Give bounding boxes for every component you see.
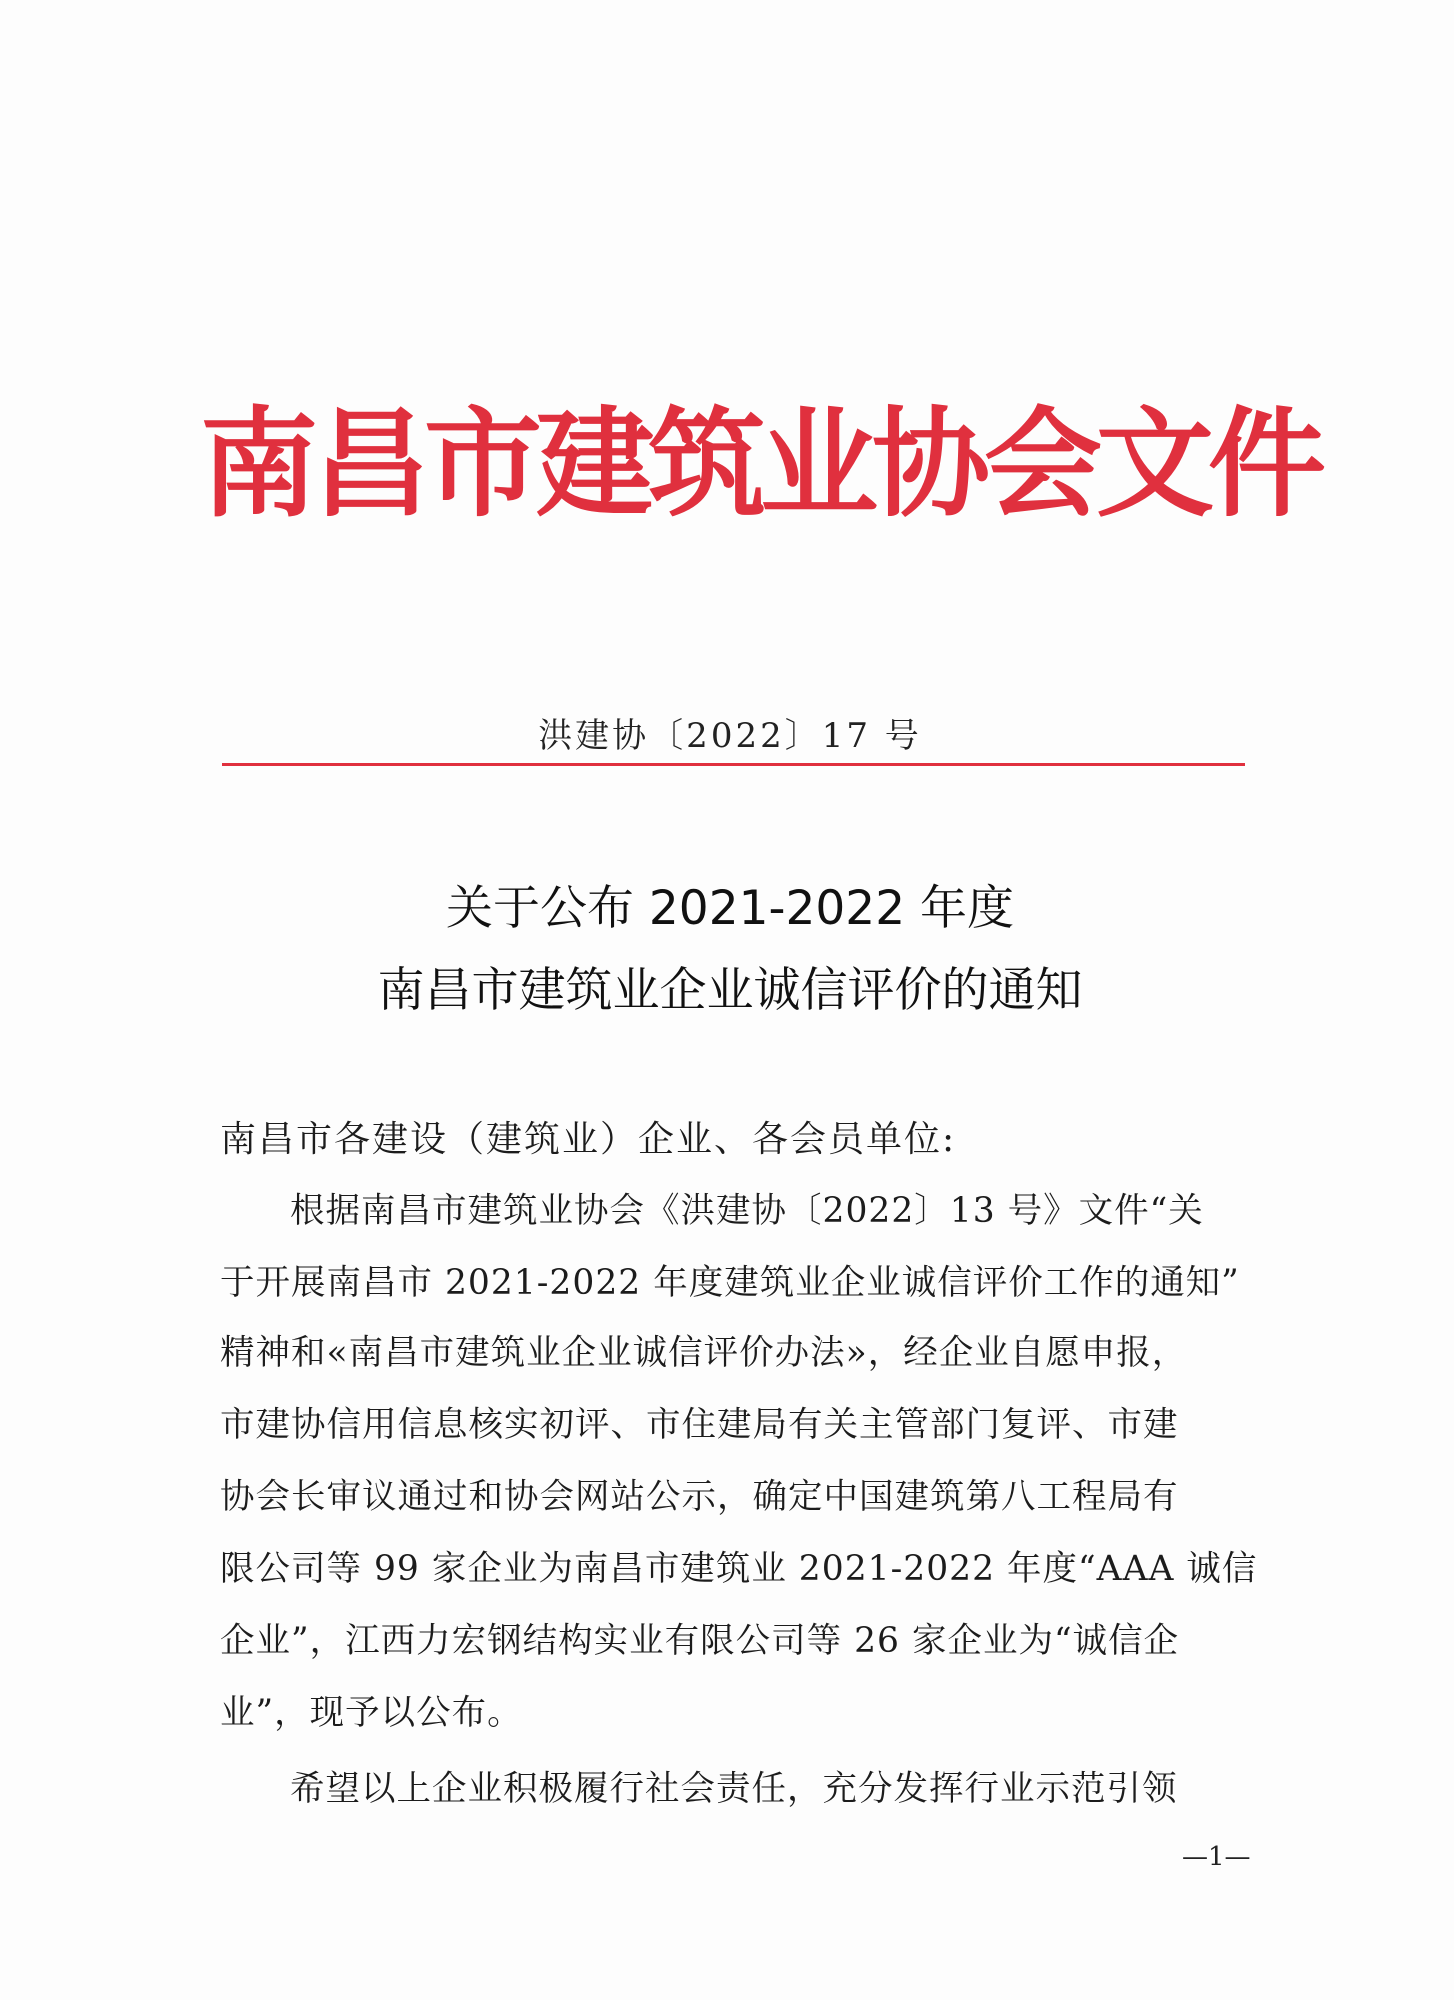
body-line-5: 协会长审议通过和协会网站公示，确定中国建筑第八工程局有 (220, 1477, 1179, 1517)
body-line-7: 企业”，江西力宏钢结构实业有限公司等 26 家企业为“诚信企 (220, 1621, 1180, 1661)
body-line-9: 希望以上企业积极履行社会责任，充分发挥行业示范引领 (290, 1769, 1178, 1809)
notice-title-line-2: 南昌市建筑业企业诚信评价的通知 (377, 963, 1083, 1018)
salutation: 南昌市各建设（建筑业）企业、各会员单位: (220, 1119, 957, 1160)
document-number: 洪建协〔2022〕17 号 (538, 716, 922, 756)
body-line-4: 市建协信用信息核实初评、市住建局有关主管部门复评、市建 (220, 1405, 1179, 1445)
notice-title-line-1: 关于公布 2021-2022 年度 (445, 881, 1015, 936)
body-line-8: 业”，现予以公布。 (220, 1693, 523, 1733)
body-line-6: 限公司等 99 家企业为南昌市建筑业 2021-2022 年度“AAA 诚信 (220, 1549, 1258, 1589)
body-line-3: 精神和«南昌市建筑业企业诚信评价办法»，经企业自愿申报， (220, 1333, 1188, 1373)
body-line-1: 根据南昌市建筑业协会《洪建协〔2022〕13 号》文件“关 (290, 1191, 1204, 1231)
red-divider-line (222, 763, 1245, 766)
page-number: —1— (1182, 1842, 1251, 1872)
masthead-title: 南昌市建筑业协会文件 (200, 394, 1321, 533)
body-line-2: 于开展南昌市 2021-2022 年度建筑业企业诚信评价工作的通知” (220, 1263, 1240, 1303)
